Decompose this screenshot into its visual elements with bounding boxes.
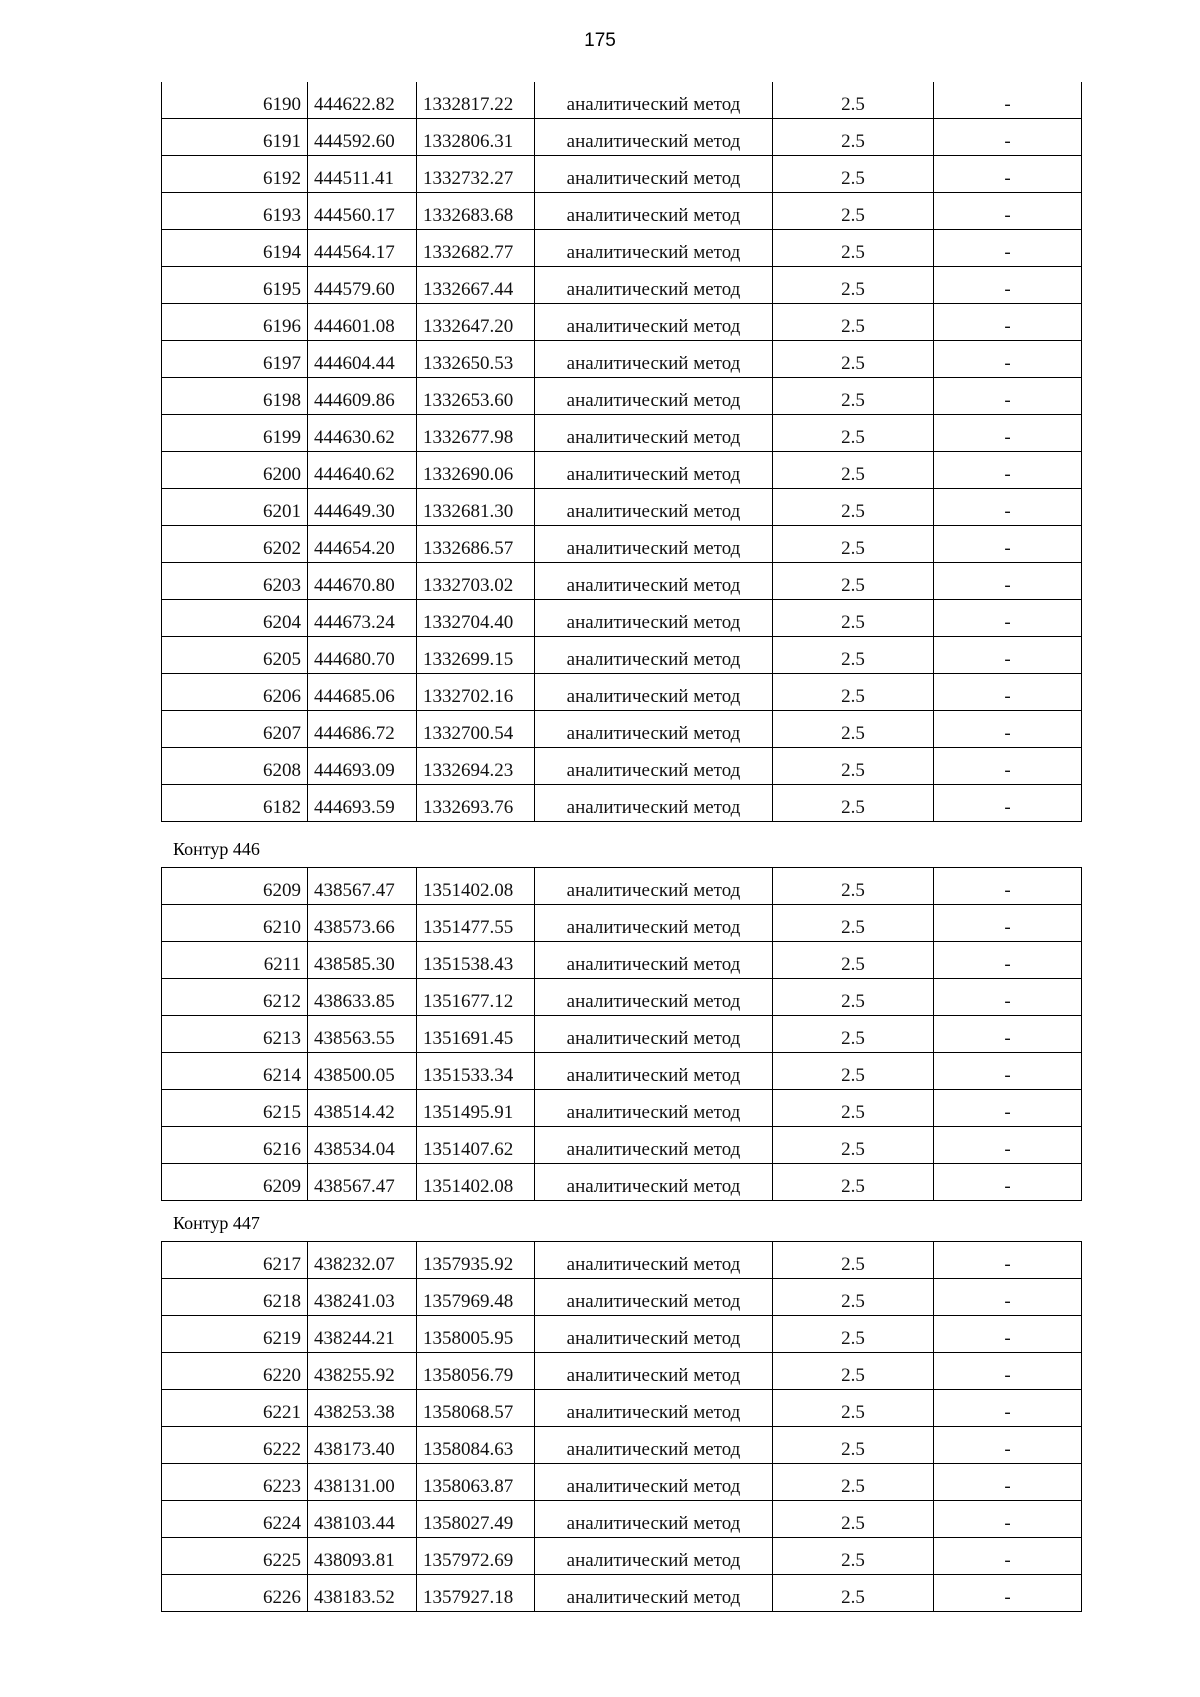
table-row: [162, 1053, 1082, 1090]
point-number: 6222: [162, 1427, 308, 1464]
page-number: 175: [584, 30, 616, 51]
accuracy-cell: 2.5: [773, 489, 934, 526]
section-continued: [161, 82, 1081, 822]
table-row: [162, 1127, 1082, 1164]
table-row: [162, 526, 1082, 563]
point-number: 6207: [162, 711, 308, 748]
note-cell: -: [934, 600, 1082, 637]
x-coordinate: 444630.62: [308, 415, 417, 452]
section-contour-447: [161, 1205, 1081, 1612]
note-cell: -: [934, 674, 1082, 711]
table-row: [162, 942, 1082, 979]
x-coordinate: 444601.08: [308, 304, 417, 341]
note-cell: -: [934, 1279, 1082, 1316]
y-coordinate: 1358068.57: [417, 1390, 535, 1427]
coordinates-table: [161, 867, 1082, 1201]
x-coordinate: 444604.44: [308, 341, 417, 378]
point-number: 6203: [162, 563, 308, 600]
accuracy-cell: 2.5: [773, 82, 934, 119]
note-cell: -: [934, 378, 1082, 415]
x-coordinate: 438255.92: [308, 1353, 417, 1390]
table-row: [162, 1390, 1082, 1427]
table-row: [162, 748, 1082, 785]
y-coordinate: 1332650.53: [417, 341, 535, 378]
point-number: 6223: [162, 1464, 308, 1501]
y-coordinate: 1332702.16: [417, 674, 535, 711]
note-cell: -: [934, 1464, 1082, 1501]
method-cell: аналитический метод: [535, 230, 773, 267]
table-row: [162, 1279, 1082, 1316]
method-cell: аналитический метод: [535, 563, 773, 600]
accuracy-cell: 2.5: [773, 868, 934, 905]
point-number: 6182: [162, 785, 308, 822]
y-coordinate: 1332677.98: [417, 415, 535, 452]
accuracy-cell: 2.5: [773, 1575, 934, 1612]
y-coordinate: 1332699.15: [417, 637, 535, 674]
x-coordinate: 438500.05: [308, 1053, 417, 1090]
y-coordinate: 1332700.54: [417, 711, 535, 748]
accuracy-cell: 2.5: [773, 1127, 934, 1164]
method-cell: аналитический метод: [535, 1090, 773, 1127]
note-cell: -: [934, 1242, 1082, 1279]
point-number: 6211: [162, 942, 308, 979]
y-coordinate: 1332693.76: [417, 785, 535, 822]
accuracy-cell: 2.5: [773, 637, 934, 674]
method-cell: аналитический метод: [535, 452, 773, 489]
accuracy-cell: 2.5: [773, 230, 934, 267]
note-cell: -: [934, 1127, 1082, 1164]
point-number: 6201: [162, 489, 308, 526]
y-coordinate: 1351477.55: [417, 905, 535, 942]
method-cell: аналитический метод: [535, 1242, 773, 1279]
x-coordinate: 438253.38: [308, 1390, 417, 1427]
accuracy-cell: 2.5: [773, 600, 934, 637]
point-number: 6215: [162, 1090, 308, 1127]
point-number: 6197: [162, 341, 308, 378]
accuracy-cell: 2.5: [773, 1464, 934, 1501]
table-row: [162, 1316, 1082, 1353]
point-number: 6226: [162, 1575, 308, 1612]
table-row: [162, 785, 1082, 822]
y-coordinate: 1351538.43: [417, 942, 535, 979]
x-coordinate: 438093.81: [308, 1538, 417, 1575]
note-cell: -: [934, 1053, 1082, 1090]
note-cell: -: [934, 230, 1082, 267]
contour-label: Контур 447: [173, 1213, 260, 1233]
accuracy-cell: 2.5: [773, 674, 934, 711]
y-coordinate: 1351691.45: [417, 1016, 535, 1053]
point-number: 6194: [162, 230, 308, 267]
accuracy-cell: 2.5: [773, 415, 934, 452]
method-cell: аналитический метод: [535, 942, 773, 979]
table-row: [162, 1538, 1082, 1575]
table-row: [162, 1242, 1082, 1279]
accuracy-cell: 2.5: [773, 563, 934, 600]
accuracy-cell: 2.5: [773, 711, 934, 748]
y-coordinate: 1357972.69: [417, 1538, 535, 1575]
note-cell: -: [934, 156, 1082, 193]
x-coordinate: 444649.30: [308, 489, 417, 526]
point-number: 6196: [162, 304, 308, 341]
table-row: [162, 489, 1082, 526]
note-cell: -: [934, 637, 1082, 674]
method-cell: аналитический метод: [535, 1164, 773, 1201]
accuracy-cell: 2.5: [773, 1427, 934, 1464]
accuracy-cell: 2.5: [773, 1090, 934, 1127]
accuracy-cell: 2.5: [773, 942, 934, 979]
point-number: 6202: [162, 526, 308, 563]
method-cell: аналитический метод: [535, 674, 773, 711]
y-coordinate: 1332681.30: [417, 489, 535, 526]
point-number: 6199: [162, 415, 308, 452]
x-coordinate: 444622.82: [308, 82, 417, 119]
y-coordinate: 1332694.23: [417, 748, 535, 785]
note-cell: -: [934, 1164, 1082, 1201]
point-number: 6216: [162, 1127, 308, 1164]
point-number: 6217: [162, 1242, 308, 1279]
accuracy-cell: 2.5: [773, 1279, 934, 1316]
table-row: [162, 1164, 1082, 1201]
y-coordinate: 1351677.12: [417, 979, 535, 1016]
note-cell: -: [934, 267, 1082, 304]
table-row: [162, 1090, 1082, 1127]
y-coordinate: 1351402.08: [417, 868, 535, 905]
note-cell: -: [934, 942, 1082, 979]
table-row: [162, 82, 1082, 119]
point-number: 6191: [162, 119, 308, 156]
y-coordinate: 1357935.92: [417, 1242, 535, 1279]
x-coordinate: 438232.07: [308, 1242, 417, 1279]
y-coordinate: 1358084.63: [417, 1427, 535, 1464]
table-row: [162, 979, 1082, 1016]
point-number: 6200: [162, 452, 308, 489]
table-row: [162, 1575, 1082, 1612]
note-cell: -: [934, 748, 1082, 785]
method-cell: аналитический метод: [535, 526, 773, 563]
x-coordinate: 444670.80: [308, 563, 417, 600]
table-body: [162, 1242, 1082, 1612]
x-coordinate: 438563.55: [308, 1016, 417, 1053]
accuracy-cell: 2.5: [773, 156, 934, 193]
note-cell: -: [934, 489, 1082, 526]
accuracy-cell: 2.5: [773, 979, 934, 1016]
method-cell: аналитический метод: [535, 1501, 773, 1538]
point-number: 6205: [162, 637, 308, 674]
x-coordinate: 444609.86: [308, 378, 417, 415]
method-cell: аналитический метод: [535, 868, 773, 905]
point-number: 6220: [162, 1353, 308, 1390]
note-cell: -: [934, 785, 1082, 822]
y-coordinate: 1332683.68: [417, 193, 535, 230]
note-cell: -: [934, 1501, 1082, 1538]
table-row: [162, 341, 1082, 378]
point-number: 6198: [162, 378, 308, 415]
note-cell: -: [934, 979, 1082, 1016]
x-coordinate: 438585.30: [308, 942, 417, 979]
note-cell: -: [934, 711, 1082, 748]
table-row: [162, 378, 1082, 415]
point-number: 6206: [162, 674, 308, 711]
x-coordinate: 444564.17: [308, 230, 417, 267]
x-coordinate: 438183.52: [308, 1575, 417, 1612]
y-coordinate: 1332732.27: [417, 156, 535, 193]
method-cell: аналитический метод: [535, 600, 773, 637]
note-cell: -: [934, 82, 1082, 119]
method-cell: аналитический метод: [535, 1464, 773, 1501]
point-number: 6209: [162, 1164, 308, 1201]
y-coordinate: 1332647.20: [417, 304, 535, 341]
point-number: 6221: [162, 1390, 308, 1427]
point-number: 6190: [162, 82, 308, 119]
note-cell: -: [934, 1538, 1082, 1575]
y-coordinate: 1351495.91: [417, 1090, 535, 1127]
table-row: [162, 1501, 1082, 1538]
accuracy-cell: 2.5: [773, 452, 934, 489]
y-coordinate: 1332690.06: [417, 452, 535, 489]
point-number: 6219: [162, 1316, 308, 1353]
table-row: [162, 230, 1082, 267]
point-number: 6195: [162, 267, 308, 304]
table-body: [162, 82, 1082, 822]
method-cell: аналитический метод: [535, 1316, 773, 1353]
note-cell: -: [934, 415, 1082, 452]
method-cell: аналитический метод: [535, 415, 773, 452]
note-cell: -: [934, 1353, 1082, 1390]
coordinates-table: [161, 82, 1082, 822]
accuracy-cell: 2.5: [773, 341, 934, 378]
y-coordinate: 1332686.57: [417, 526, 535, 563]
point-number: 6213: [162, 1016, 308, 1053]
method-cell: аналитический метод: [535, 304, 773, 341]
note-cell: -: [934, 193, 1082, 230]
accuracy-cell: 2.5: [773, 905, 934, 942]
accuracy-cell: 2.5: [773, 1242, 934, 1279]
accuracy-cell: 2.5: [773, 1353, 934, 1390]
method-cell: аналитический метод: [535, 1538, 773, 1575]
y-coordinate: 1351533.34: [417, 1053, 535, 1090]
y-coordinate: 1357969.48: [417, 1279, 535, 1316]
x-coordinate: 438131.00: [308, 1464, 417, 1501]
point-number: 6204: [162, 600, 308, 637]
table-row: [162, 1427, 1082, 1464]
method-cell: аналитический метод: [535, 119, 773, 156]
y-coordinate: 1358027.49: [417, 1501, 535, 1538]
method-cell: аналитический метод: [535, 1427, 773, 1464]
accuracy-cell: 2.5: [773, 748, 934, 785]
method-cell: аналитический метод: [535, 82, 773, 119]
table-row: [162, 563, 1082, 600]
y-coordinate: 1351402.08: [417, 1164, 535, 1201]
method-cell: аналитический метод: [535, 378, 773, 415]
x-coordinate: 444693.59: [308, 785, 417, 822]
table-row: [162, 1016, 1082, 1053]
table-row: [162, 674, 1082, 711]
y-coordinate: 1358056.79: [417, 1353, 535, 1390]
x-coordinate: 438244.21: [308, 1316, 417, 1353]
accuracy-cell: 2.5: [773, 1164, 934, 1201]
method-cell: аналитический метод: [535, 711, 773, 748]
x-coordinate: 444685.06: [308, 674, 417, 711]
y-coordinate: 1332817.22: [417, 82, 535, 119]
method-cell: аналитический метод: [535, 1127, 773, 1164]
table-row: [162, 868, 1082, 905]
note-cell: -: [934, 452, 1082, 489]
method-cell: аналитический метод: [535, 1016, 773, 1053]
table-row: [162, 637, 1082, 674]
table-row: [162, 193, 1082, 230]
note-cell: -: [934, 563, 1082, 600]
accuracy-cell: 2.5: [773, 1316, 934, 1353]
point-number: 6210: [162, 905, 308, 942]
x-coordinate: 444686.72: [308, 711, 417, 748]
note-cell: -: [934, 119, 1082, 156]
method-cell: аналитический метод: [535, 1279, 773, 1316]
method-cell: аналитический метод: [535, 1575, 773, 1612]
method-cell: аналитический метод: [535, 1053, 773, 1090]
x-coordinate: 444673.24: [308, 600, 417, 637]
x-coordinate: 438534.04: [308, 1127, 417, 1164]
table-row: [162, 1464, 1082, 1501]
table-row: [162, 119, 1082, 156]
x-coordinate: 444680.70: [308, 637, 417, 674]
y-coordinate: 1358063.87: [417, 1464, 535, 1501]
x-coordinate: 444592.60: [308, 119, 417, 156]
note-cell: -: [934, 1390, 1082, 1427]
accuracy-cell: 2.5: [773, 378, 934, 415]
note-cell: -: [934, 1316, 1082, 1353]
method-cell: аналитический метод: [535, 905, 773, 942]
x-coordinate: 438567.47: [308, 1164, 417, 1201]
accuracy-cell: 2.5: [773, 1501, 934, 1538]
accuracy-cell: 2.5: [773, 1016, 934, 1053]
x-coordinate: 444511.41: [308, 156, 417, 193]
point-number: 6218: [162, 1279, 308, 1316]
y-coordinate: 1332703.02: [417, 563, 535, 600]
x-coordinate: 438173.40: [308, 1427, 417, 1464]
accuracy-cell: 2.5: [773, 193, 934, 230]
note-cell: -: [934, 1575, 1082, 1612]
coordinates-table: [161, 1241, 1082, 1612]
method-cell: аналитический метод: [535, 1353, 773, 1390]
table-row: [162, 304, 1082, 341]
section-contour-446: [161, 831, 1081, 1201]
x-coordinate: 438103.44: [308, 1501, 417, 1538]
x-coordinate: 438241.03: [308, 1279, 417, 1316]
note-cell: -: [934, 526, 1082, 563]
x-coordinate: 444654.20: [308, 526, 417, 563]
note-cell: -: [934, 868, 1082, 905]
note-cell: -: [934, 1427, 1082, 1464]
method-cell: аналитический метод: [535, 156, 773, 193]
x-coordinate: 438633.85: [308, 979, 417, 1016]
method-cell: аналитический метод: [535, 341, 773, 378]
accuracy-cell: 2.5: [773, 785, 934, 822]
y-coordinate: 1332704.40: [417, 600, 535, 637]
table-body: [162, 868, 1082, 1201]
table-row: [162, 1353, 1082, 1390]
note-cell: -: [934, 1090, 1082, 1127]
y-coordinate: 1357927.18: [417, 1575, 535, 1612]
accuracy-cell: 2.5: [773, 267, 934, 304]
table-row: [162, 711, 1082, 748]
method-cell: аналитический метод: [535, 748, 773, 785]
note-cell: -: [934, 304, 1082, 341]
accuracy-cell: 2.5: [773, 119, 934, 156]
y-coordinate: 1332653.60: [417, 378, 535, 415]
accuracy-cell: 2.5: [773, 1053, 934, 1090]
y-coordinate: 1332667.44: [417, 267, 535, 304]
accuracy-cell: 2.5: [773, 1390, 934, 1427]
point-number: 6225: [162, 1538, 308, 1575]
method-cell: аналитический метод: [535, 1390, 773, 1427]
x-coordinate: 444693.09: [308, 748, 417, 785]
contour-label: Контур 446: [173, 839, 260, 859]
y-coordinate: 1351407.62: [417, 1127, 535, 1164]
method-cell: аналитический метод: [535, 637, 773, 674]
point-number: 6209: [162, 868, 308, 905]
note-cell: -: [934, 1016, 1082, 1053]
x-coordinate: 438514.42: [308, 1090, 417, 1127]
method-cell: аналитический метод: [535, 785, 773, 822]
note-cell: -: [934, 905, 1082, 942]
method-cell: аналитический метод: [535, 193, 773, 230]
y-coordinate: 1332682.77: [417, 230, 535, 267]
table-row: [162, 600, 1082, 637]
x-coordinate: 438573.66: [308, 905, 417, 942]
x-coordinate: 444640.62: [308, 452, 417, 489]
accuracy-cell: 2.5: [773, 526, 934, 563]
point-number: 6224: [162, 1501, 308, 1538]
point-number: 6193: [162, 193, 308, 230]
x-coordinate: 444579.60: [308, 267, 417, 304]
point-number: 6192: [162, 156, 308, 193]
table-row: [162, 267, 1082, 304]
y-coordinate: 1332806.31: [417, 119, 535, 156]
point-number: 6212: [162, 979, 308, 1016]
table-row: [162, 905, 1082, 942]
x-coordinate: 444560.17: [308, 193, 417, 230]
accuracy-cell: 2.5: [773, 1538, 934, 1575]
point-number: 6208: [162, 748, 308, 785]
point-number: 6214: [162, 1053, 308, 1090]
method-cell: аналитический метод: [535, 489, 773, 526]
x-coordinate: 438567.47: [308, 868, 417, 905]
method-cell: аналитический метод: [535, 267, 773, 304]
table-row: [162, 452, 1082, 489]
y-coordinate: 1358005.95: [417, 1316, 535, 1353]
table-row: [162, 415, 1082, 452]
note-cell: -: [934, 341, 1082, 378]
accuracy-cell: 2.5: [773, 304, 934, 341]
table-row: [162, 156, 1082, 193]
method-cell: аналитический метод: [535, 979, 773, 1016]
